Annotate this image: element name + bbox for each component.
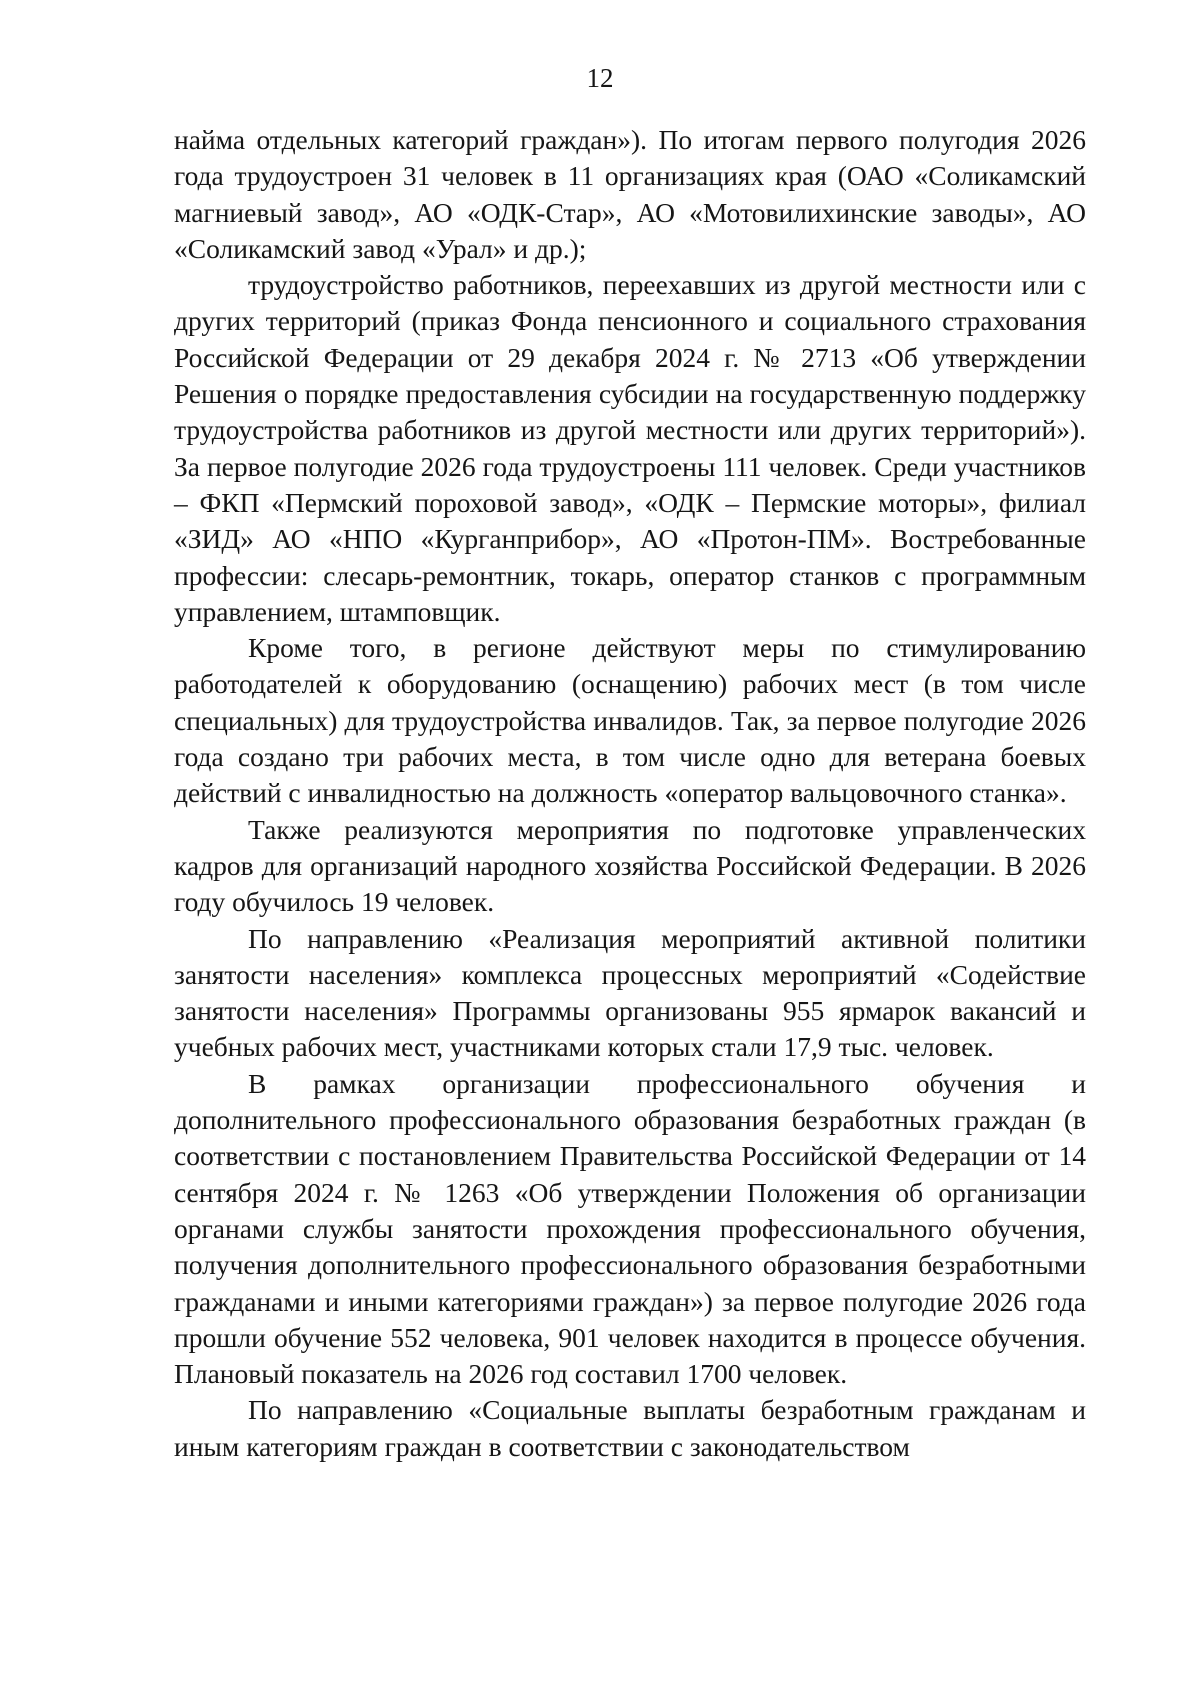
page-number: 12 [586,63,614,93]
paragraph-disabled-workplaces: Кроме того, в регионе действуют меры по стимулированию работодателей к оборудованию (оснащению) рабочих мест (в том числе специальных) для трудоустройства инвалидов. Так, за первое полугодие 2026 года создано три рабочих места, в том числе одно для ветерана боевых действий с инвалидностью на должность «оператор вальцовочного станка». [174,632,1086,809]
paragraph-relocation-employment: трудоустройство работников, переехавших из другой местности или с других территорий (приказ Фонда пенсионного и социального страхования Российской Федерации от 29 декабря 2024 г. № 2713 «Об утверждении Решения о порядке предоставления субсидии на государственную поддержку трудоустройства работников из другой местности или других территорий»). За первое полугодие 2026 года трудоустроены 111 человек. Среди участников – ФКП «Пермский пороховой завод», «ОДК – Пермские моторы», филиал «ЗИД» АО «НПО «Курганприбор», АО «Протон-ПМ». Востребованные профессии: слесарь-ремонтник, токарь, оператор станков с программным управлением, штамповщик. [174,269,1086,627]
paragraph-management-training: Также реализуются мероприятия по подготовке управленческих кадров для организаций народного хозяйства Российской Федерации. В 2026 году обучилось 19 человек. [174,813,1086,918]
paragraph-continuation: найма отдельных категорий граждан»). По итогам первого полугодия 2026 года трудоустроен 31 человек в 11 организациях края (ОАО «Соликамский магниевый завод», АО «ОДК-Стар», АО «Мотовилихинские заводы», АО «Соликамский завод «Урал» и др.); [174,124,1086,264]
paragraph-job-fairs: По направлению «Реализация мероприятий активной политики занятости населения» комплекса процессных мероприятий «Содействие занятости населения» Программы организованы 955 ярмарок вакансий и учебных рабочих мест, участниками которых стали 17,9 тыс. человек. [174,922,1086,1063]
document-body [174,122,1086,1465]
paragraph-professional-training: В рамках организации профессионального обучения и дополнительного профессионального образования безработных граждан (в соответствии с постановлением Правительства Российской Федерации от 14 сентября 2024 г. № 1263 «Об утверждении Положения об организации органами службы занятости прохождения профессионального обучения, получения дополнительного профессионального образования безработными гражданами и иными категориями граждан») за первое полугодие 2026 года прошли обучение 552 человека, 901 человек находится в процессе обучения. Плановый показатель на 2026 год составил 1700 человек. [174,1067,1086,1390]
paragraph-social-payments: По направлению «Социальные выплаты безработным гражданам и иным категориям граждан в соответствии с законодательством [174,1394,1086,1462]
